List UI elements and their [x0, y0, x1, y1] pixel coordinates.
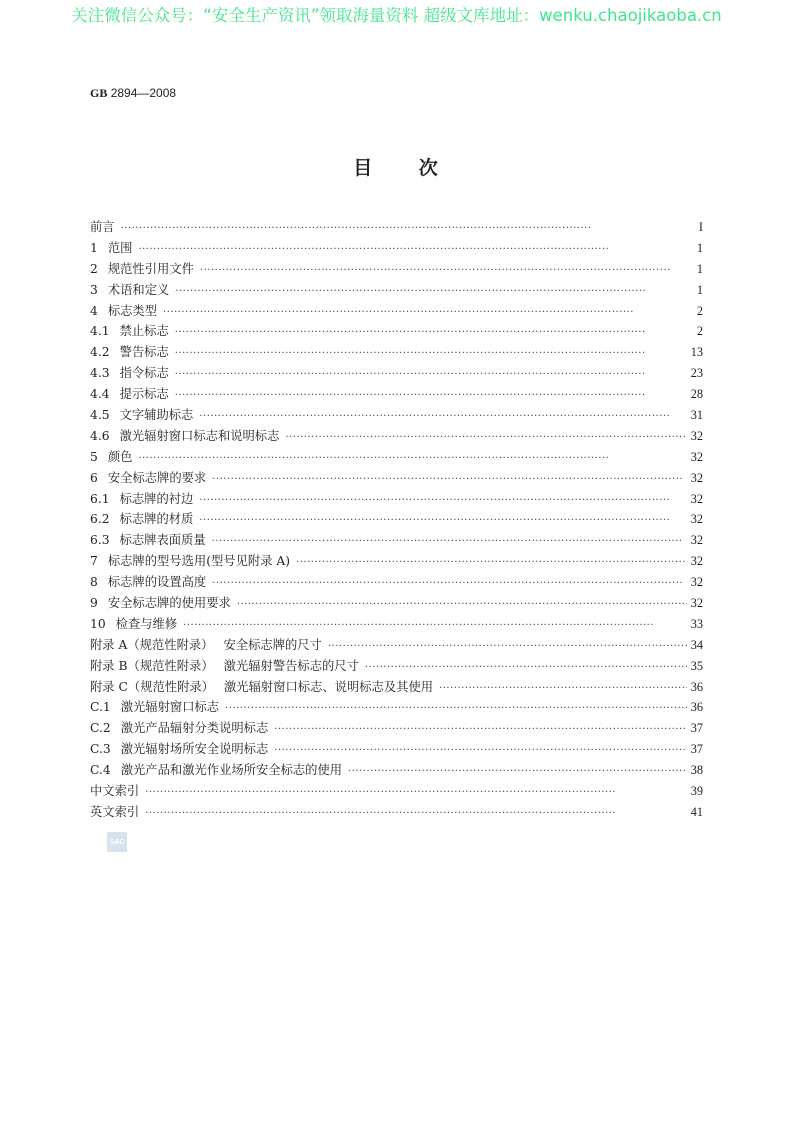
- dot-leader: [439, 683, 687, 694]
- toc-entry-label: 检查与维修: [115, 616, 178, 631]
- toc-entry-page: 41: [690, 804, 703, 819]
- toc-entry-page: 36: [690, 700, 703, 715]
- toc-entry-page: 38: [690, 763, 703, 778]
- dot-leader: [145, 787, 687, 798]
- toc-entry-label: 标志牌表面质量: [119, 533, 206, 548]
- toc-entry-number: 8: [90, 575, 98, 590]
- toc-entry[interactable]: [90, 468, 703, 489]
- toc-entry-label: 激光辐射窗口标志、说明标志及其使用: [224, 679, 434, 694]
- dot-leader: [212, 474, 686, 485]
- toc-entry-page: 36: [690, 679, 703, 694]
- toc-entry-page: 28: [690, 387, 703, 402]
- toc-entry-label: 安全标志牌的使用要求: [107, 596, 231, 611]
- dot-leader: [274, 724, 686, 735]
- toc-entry-page: 32: [690, 512, 703, 527]
- toc-entry[interactable]: [90, 259, 703, 280]
- toc-entry[interactable]: [90, 718, 703, 739]
- toc-entry-label: 警告标志: [119, 345, 169, 360]
- toc-entry-label: 禁止标志: [119, 324, 169, 339]
- toc-entry-number: 4.1: [90, 324, 110, 339]
- toc-entry-label: 安全标志牌的尺寸: [223, 637, 322, 652]
- toc-entry[interactable]: [90, 802, 703, 823]
- toc-entry-number: C.2: [90, 721, 111, 736]
- toc-entry[interactable]: [90, 572, 703, 593]
- toc-entry-label: 标志牌的型号选用(型号见附录 A): [107, 554, 291, 569]
- dot-leader: [199, 495, 686, 506]
- toc-entry[interactable]: [90, 656, 703, 677]
- toc-entry-page: 32: [690, 575, 703, 590]
- toc-entry-page: 1: [696, 240, 703, 255]
- toc-entry-page: 2: [696, 303, 703, 318]
- toc-entry-number: 附录 A（规范性附录）: [90, 637, 214, 652]
- toc-entry-number: C.3: [90, 742, 111, 757]
- toc-entry[interactable]: [90, 447, 703, 468]
- toc-entry-number: C.1: [90, 700, 111, 715]
- toc-entry-page: 37: [690, 721, 703, 736]
- toc-entry-label: 提示标志: [119, 387, 169, 402]
- toc-entry[interactable]: [90, 509, 703, 530]
- dot-leader: [175, 348, 687, 359]
- toc-entry-label: 颜色: [107, 449, 133, 464]
- toc-entry-page: 37: [690, 742, 703, 757]
- toc-entry-page: 32: [690, 491, 703, 506]
- toc-entry[interactable]: [90, 697, 703, 718]
- toc-entry-number: 附录 B（规范性附录）: [90, 658, 214, 673]
- dot-leader: [145, 808, 687, 819]
- dot-leader: [328, 641, 687, 652]
- dot-leader: [121, 223, 695, 234]
- toc-entry[interactable]: [90, 781, 703, 802]
- dot-leader: [200, 265, 693, 276]
- toc-entry-number: 1: [90, 240, 98, 255]
- table-of-contents: [90, 217, 703, 823]
- toc-entry[interactable]: [90, 489, 703, 510]
- toc-entry-number: 6.3: [90, 533, 110, 548]
- toc-entry-label: 文字辅助标志: [119, 408, 194, 423]
- toc-entry-page: 32: [690, 449, 703, 464]
- dot-leader: [274, 745, 686, 756]
- toc-entry-page: I: [698, 220, 703, 234]
- toc-entry-number: 3: [90, 282, 98, 297]
- dot-leader: [212, 536, 687, 547]
- toc-entry-number: 9: [90, 596, 98, 611]
- toc-entry[interactable]: [90, 405, 703, 426]
- toc-entry-number: 2: [90, 261, 98, 276]
- dot-leader: [183, 620, 687, 631]
- toc-entry-page: 33: [690, 616, 703, 631]
- toc-entry[interactable]: [90, 635, 703, 656]
- toc-entry-label: 前言: [90, 220, 115, 234]
- toc-entry-label: 标志牌的材质: [119, 512, 194, 527]
- toc-entry-page: 31: [690, 408, 703, 423]
- dot-leader: [175, 327, 693, 338]
- toc-entry-number: 附录 C（规范性附录）: [90, 679, 214, 694]
- dot-leader: [237, 599, 687, 610]
- toc-entry[interactable]: [90, 677, 703, 698]
- toc-entry-page: 32: [690, 428, 703, 443]
- toc-entry[interactable]: [90, 384, 703, 405]
- toc-entry-number: 10: [90, 616, 106, 631]
- standard-prefix: GB: [90, 86, 108, 100]
- toc-entry[interactable]: [90, 217, 703, 238]
- dot-leader: [138, 244, 692, 255]
- toc-entry[interactable]: [90, 593, 703, 614]
- toc-entry[interactable]: [90, 739, 703, 760]
- standard-number: [90, 86, 176, 101]
- dot-leader: [138, 453, 686, 464]
- toc-entry-number: 6: [90, 470, 98, 485]
- sac-logo: SAC: [107, 832, 127, 852]
- standard-code: 2894—2008: [110, 86, 177, 100]
- toc-entry-page: 32: [690, 554, 703, 569]
- toc-entry-page: 35: [690, 658, 703, 673]
- toc-entry-number: 6.1: [90, 491, 110, 506]
- toc-entry-label: 标志牌的设置高度: [107, 575, 207, 590]
- toc-entry-label: 术语和定义: [107, 282, 170, 297]
- toc-entry-label: 标志类型: [107, 303, 158, 318]
- toc-entry-number: 4.4: [90, 387, 110, 402]
- toc-entry-page: 1: [696, 282, 703, 297]
- toc-entry[interactable]: [90, 321, 703, 342]
- page-title: 目 次: [353, 157, 440, 179]
- toc-entry[interactable]: [90, 280, 703, 301]
- toc-entry[interactable]: [90, 551, 703, 572]
- toc-entry-label: 规范性引用文件: [107, 261, 194, 276]
- dot-leader: [212, 578, 686, 589]
- dot-leader: [348, 766, 687, 777]
- dot-leader: [199, 411, 686, 422]
- toc-entry[interactable]: [90, 363, 703, 384]
- dot-leader: [163, 307, 693, 318]
- watermark-banner: 关注微信公众号：“安全生产资讯”领取海量资料 超级文库地址：wenku.chaojikaoba.cn: [71, 6, 722, 25]
- toc-entry-number: 7: [90, 554, 98, 569]
- dot-leader: [175, 286, 693, 297]
- toc-entry-number: 5: [90, 449, 98, 464]
- toc-entry-number: 4.5: [90, 408, 110, 423]
- toc-entry-label: 激光辐射窗口标志: [120, 700, 220, 715]
- toc-entry-number: 4.2: [90, 345, 110, 360]
- toc-entry-label: 中文索引: [90, 784, 140, 799]
- toc-entry-number: 4.6: [90, 428, 110, 443]
- dot-leader: [285, 432, 686, 443]
- toc-entry-page: 39: [690, 784, 703, 799]
- toc-entry-label: 范围: [107, 240, 133, 255]
- toc-entry-number: 4.3: [90, 366, 110, 381]
- toc-entry-label: 激光辐射场所安全说明标志: [120, 742, 269, 757]
- toc-entry-number: C.4: [90, 763, 111, 778]
- toc-entry[interactable]: [90, 426, 703, 447]
- toc-entry-page: 2: [696, 324, 703, 339]
- toc-entry-label: 激光辐射警告标志的尺寸: [223, 658, 359, 673]
- toc-entry-page: 23: [690, 366, 703, 381]
- toc-entry-label: 激光产品和激光作业场所安全标志的使用: [120, 763, 343, 778]
- toc-entry-page: 13: [690, 345, 703, 360]
- dot-leader: [296, 557, 687, 568]
- toc-entry-label: 激光产品辐射分类说明标志: [120, 721, 269, 736]
- toc-entry-page: 32: [690, 470, 703, 485]
- toc-entry-page: 34: [690, 637, 703, 652]
- toc-entry[interactable]: [90, 614, 703, 635]
- toc-entry[interactable]: [90, 342, 703, 363]
- toc-entry-page: 32: [690, 533, 703, 548]
- toc-entry-label: 标志牌的衬边: [119, 491, 194, 506]
- dot-leader: [175, 369, 687, 380]
- toc-entry-label: 指令标志: [119, 366, 169, 381]
- toc-entry-page: 32: [690, 596, 703, 611]
- toc-entry[interactable]: [90, 301, 703, 322]
- toc-entry[interactable]: [90, 238, 703, 259]
- dot-leader: [365, 662, 687, 673]
- toc-entry[interactable]: [90, 760, 703, 781]
- dot-leader: [175, 390, 687, 401]
- dot-leader: [225, 703, 687, 714]
- toc-entry-label: 英文索引: [90, 804, 140, 819]
- toc-entry-number: 6.2: [90, 512, 110, 527]
- toc-entry-label: 激光辐射窗口标志和说明标志: [119, 428, 280, 443]
- toc-entry-label: 安全标志牌的要求: [107, 470, 207, 485]
- toc-entry-page: 1: [696, 261, 703, 276]
- toc-entry-number: 4: [90, 303, 98, 318]
- dot-leader: [199, 515, 686, 526]
- toc-entry[interactable]: [90, 530, 703, 551]
